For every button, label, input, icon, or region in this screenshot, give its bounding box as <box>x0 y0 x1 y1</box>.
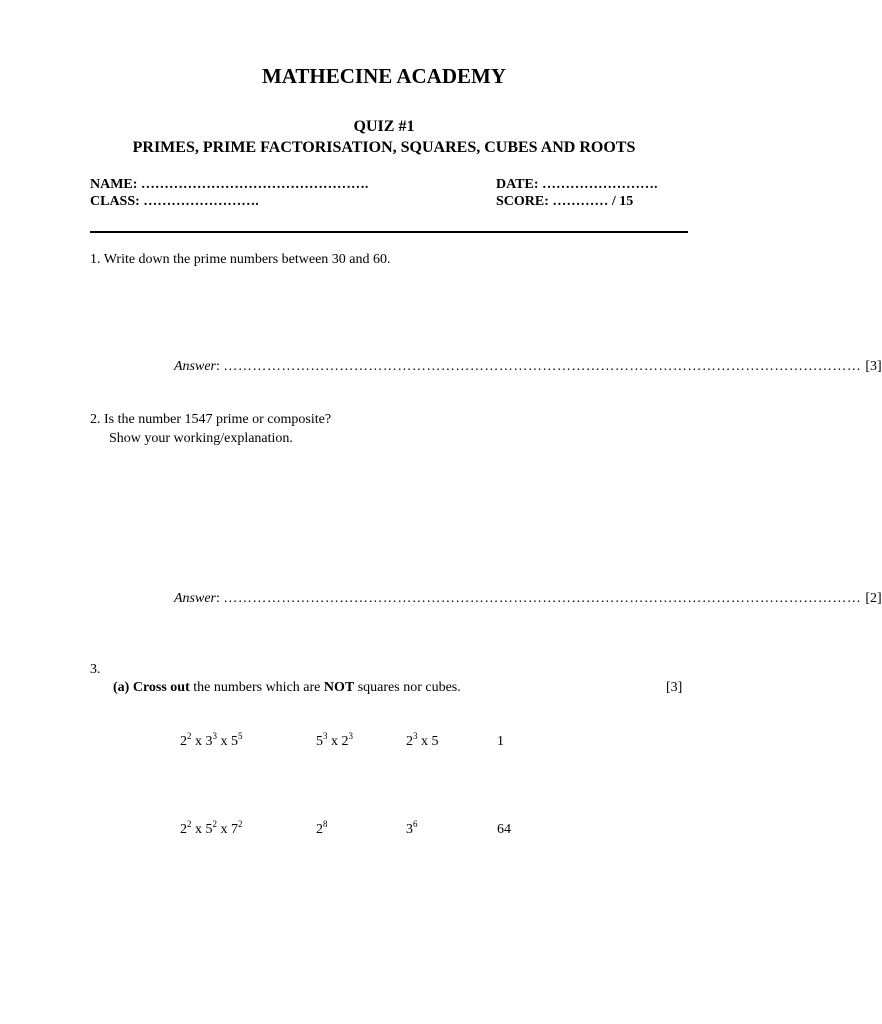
question-3a-text <box>113 680 461 696</box>
cross-out-word: Cross out <box>132 680 190 695</box>
answer-label: Answer <box>174 591 216 606</box>
question-2-text: 2. Is the number 1547 prime or composite? <box>90 412 332 427</box>
expression-r1-1: $2^2$ x $3^3$ x $5^5$ <box>180 731 243 749</box>
question-3-number: 3. <box>90 662 101 677</box>
question-2-marks: [2] <box>865 591 882 606</box>
expression-r2-4: 64 <box>497 822 511 837</box>
question-1-answer-line <box>174 359 882 375</box>
quiz-number: QUIZ #1 <box>353 118 415 135</box>
expression-r2-3: $3^6$ <box>406 819 418 837</box>
expression-r1-4: 1 <box>497 734 504 749</box>
answer-dots: …………………………………………………………………………………………………………………… <box>223 359 862 374</box>
date-field: DATE: ……………………. <box>496 177 658 192</box>
question-2-subtext: Show your working/explanation. <box>109 431 293 446</box>
quiz-topic: PRIMES, PRIME FACTORISATION, SQUARES, CUBES AND ROOTS <box>132 139 636 156</box>
question-1-marks: [3] <box>865 359 882 374</box>
class-field: CLASS: ……………………. <box>90 194 259 209</box>
instruction-text-2: squares nor cubes. <box>357 680 461 695</box>
score-field: SCORE: ………… / 15 <box>496 194 634 209</box>
question-2-answer-line <box>174 591 882 607</box>
not-word: NOT <box>323 680 355 695</box>
expression-r1-3: $2^3$ x 5 <box>406 731 439 749</box>
academy-title: MATHECINE ACADEMY <box>261 64 507 88</box>
answer-label: Answer <box>174 359 216 374</box>
answer-colon: : <box>216 591 220 606</box>
expression-r2-2: $2^8$ <box>316 819 328 837</box>
header-divider <box>90 231 688 233</box>
expression-r2-1: $2^2$ x $5^2$ x $7^2$ <box>180 819 243 837</box>
expression-r1-2: $5^3$ x $2^3$ <box>316 731 353 749</box>
part-a-label: (a) <box>113 680 130 695</box>
answer-colon: : <box>216 359 220 374</box>
name-field: NAME: …………………………………………. <box>90 177 369 192</box>
answer-dots: …………………………………………………………………………………………………………………… <box>223 591 862 606</box>
question-1-text: 1. Write down the prime numbers between 30 and 60. <box>90 252 391 267</box>
question-3a-marks: [3] <box>666 680 683 695</box>
instruction-text-1: the numbers which are <box>193 680 321 695</box>
